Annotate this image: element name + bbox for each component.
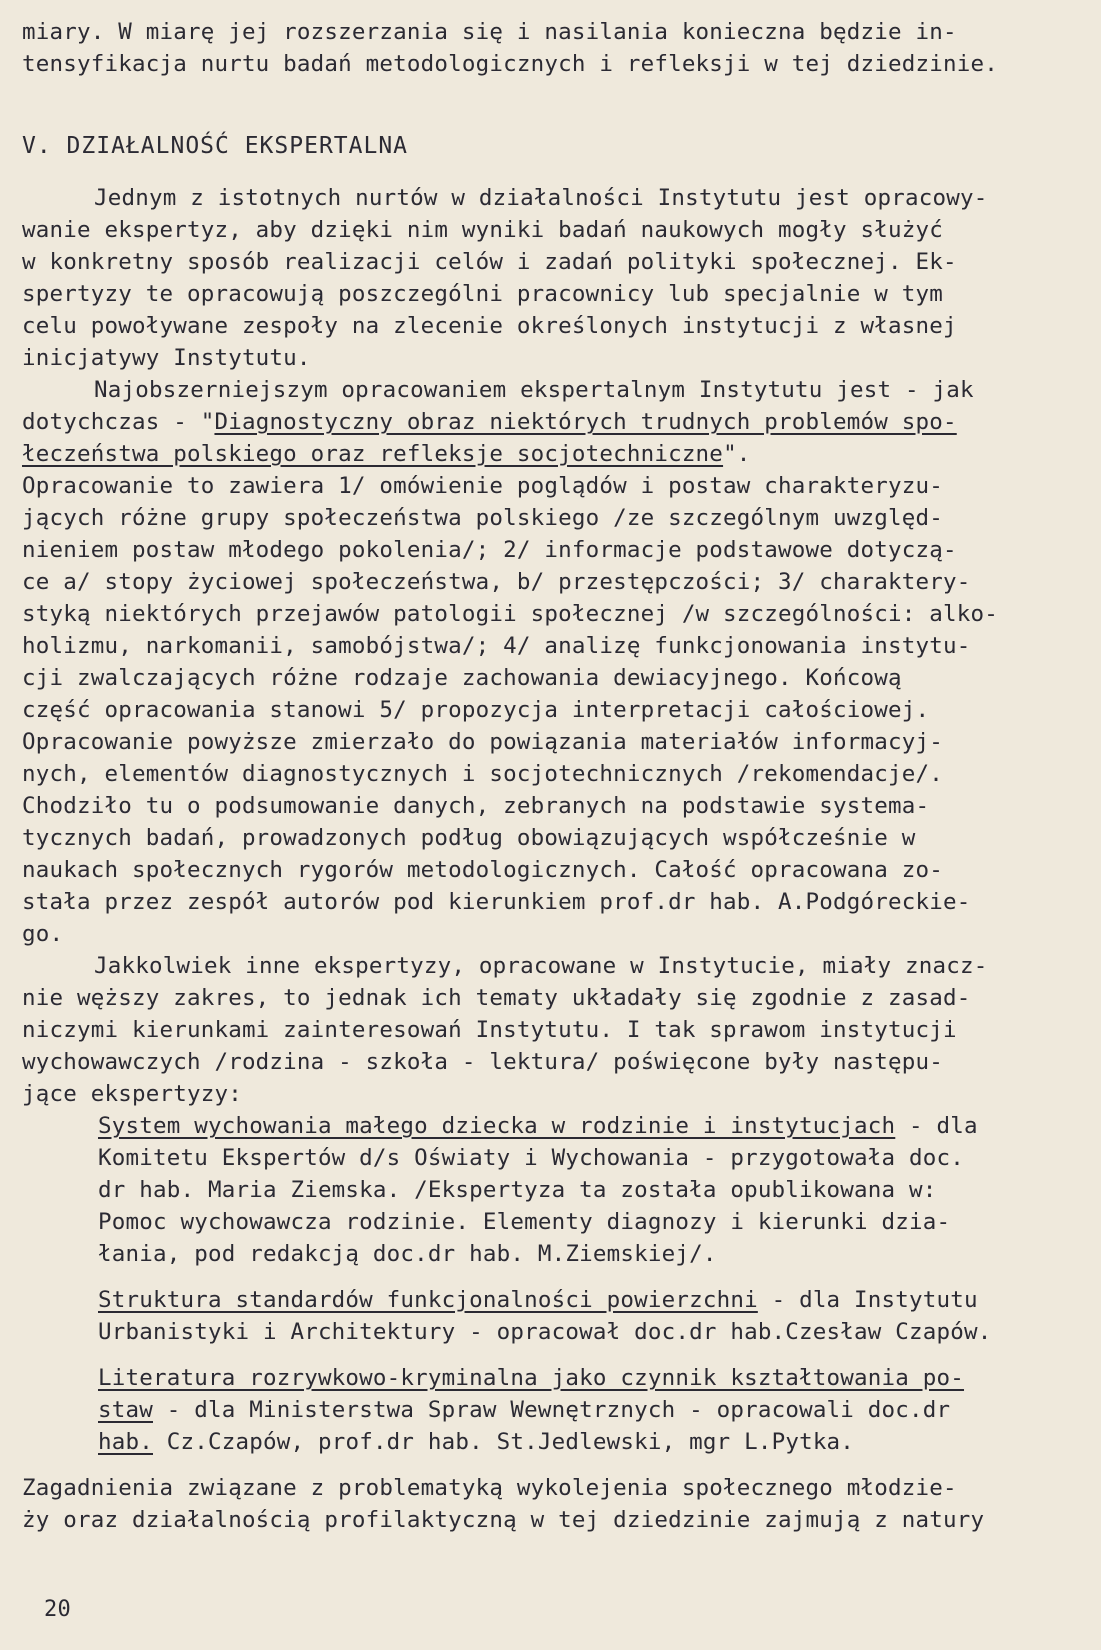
text-fragment: Cz.Czapów, prof.dr hab. St.Jedlewski, mgr L.Pytka. <box>153 1429 855 1455</box>
text-line: holizmu, narkomanii, samobójstwa/; 4/ analizę funkcjonowania instytu- <box>22 633 971 659</box>
text-line: cji zwalczających różne rodzaje zachowania dewiacyjnego. Końcową <box>22 665 902 691</box>
text-line: jące ekspertyzy: <box>22 1081 242 1107</box>
entry-title: staw <box>98 1397 153 1423</box>
text-line: Jakkolwiek inne ekspertyzy, opracowane w Instytucie, miały znacz- <box>94 953 988 979</box>
entry-title: hab. <box>98 1429 153 1455</box>
expertise-entry <box>22 1362 1055 1458</box>
closing-paragraph <box>22 1472 1055 1536</box>
text-line <box>22 406 1055 438</box>
text-line: inicjatywy Instytutu. <box>22 345 311 371</box>
text-line: ce a/ stopy życiowej społeczeństwa, b/ przestępczości; 3/ charaktery- <box>22 569 971 595</box>
text-fragment: - dla Ministerstwa Spraw Wewnętrznych - opracowali doc.dr <box>153 1397 951 1423</box>
text-line: stała przez zespół autorów pod kierunkiem prof.dr hab. A.Podgóreckie- <box>22 889 971 915</box>
text-line: Chodziło tu o podsumowanie danych, zebranych na podstawie systema- <box>22 793 930 819</box>
text-line: w konkretny sposób realizacji celów i zadań polityki społecznej. Ek- <box>22 249 957 275</box>
text-line: Urbanistyki i Architektury - opracował doc.dr hab.Czesław Czapów. <box>98 1319 992 1345</box>
text-line: dr hab. Maria Ziemska. /Ekspertyza ta została opublikowana w: <box>98 1177 937 1203</box>
underlined-title: łeczeństwa polskiego oraz refleksje socjotechniczne <box>22 441 724 467</box>
text-line: styką niektórych przejawów patologii społecznej /w szczególności: alko- <box>22 601 998 627</box>
text-line <box>22 1426 1055 1458</box>
expertise-entry <box>22 1110 1055 1270</box>
entry-title: Struktura standardów funkcjonalności powierzchni <box>98 1287 758 1313</box>
text-line: nie węższy zakres, to jednak ich tematy układały się zgodnie z zasad- <box>22 985 971 1011</box>
text-line: jących różne grupy społeczeństwa polskiego /ze szczególnym uwzględ- <box>22 505 943 531</box>
text-line: nych, elementów diagnostycznych i socjotechnicznych /rekomendacje/. <box>22 761 943 787</box>
text-line: tycznych badań, prowadzonych podług obowiązujących współcześnie w <box>22 825 916 851</box>
paragraph-3 <box>22 950 1055 1110</box>
paragraph-2 <box>22 374 1055 950</box>
text-line: wychowawczych /rodzina - szkoła - lektura/ poświęcone były następu- <box>22 1049 943 1075</box>
expertise-entry <box>22 1284 1055 1348</box>
section-heading: V. DZIAŁALNOŚĆ EKSPERTALNA <box>22 133 409 159</box>
text-line: wanie ekspertyz, aby dzięki nim wyniki badań naukowych mogły służyć <box>22 217 943 243</box>
text-line: Najobszerniejszym opracowaniem ekspertalnym Instytutu jest - jak <box>94 377 974 403</box>
text-line: miary. W miarę jej rozszerzania się i nasilania konieczna będzie in- <box>22 19 957 45</box>
text-line <box>22 1362 1055 1394</box>
entry-title: System wychowania małego dziecka w rodzinie i instytucjach <box>98 1113 896 1139</box>
text-line: celu powoływane zespoły na zlecenie określonych instytucji z własnej <box>22 313 957 339</box>
text-line: spertyzy te opracowują poszczególni pracownicy lub specjalnie w tym <box>22 281 943 307</box>
text-line: ży oraz działalnością profilaktyczną w tej dziedzinie zajmują z natury <box>22 1507 985 1533</box>
text-line: część opracowania stanowi 5/ propozycja interpretacji całościowej. <box>22 697 930 723</box>
intro-paragraph <box>22 16 1055 80</box>
text-line <box>22 1394 1055 1426</box>
text-fragment: ". <box>723 441 751 467</box>
text-line: nieniem postaw młodego pokolenia/; 2/ informacje podstawowe dotyczą- <box>22 537 957 563</box>
text-line: łania, pod redakcją doc.dr hab. M.Ziemskiej/. <box>98 1241 717 1267</box>
text-line <box>22 1110 1055 1142</box>
paragraph-1 <box>22 182 1055 374</box>
underlined-title: Diagnostyczny obraz niektórych trudnych problemów spo- <box>214 409 957 435</box>
text-line <box>22 438 1055 470</box>
text-line: naukach społecznych rygorów metodologicznych. Całość opracowana zo- <box>22 857 943 883</box>
text-line: niczymi kierunkami zainteresowań Instytutu. I tak sprawom instytucji <box>22 1017 957 1043</box>
text-line <box>22 1284 1055 1316</box>
text-line: Opracowanie powyższe zmierzało do powiązania materiałów informacyj- <box>22 729 943 755</box>
entry-title: Literatura rozrywkowo-kryminalna jako czynnik kształtowania po- <box>98 1365 965 1391</box>
text-fragment: dotychczas - " <box>22 409 215 435</box>
text-line: tensyfikacja nurtu badań metodologicznych i refleksji w tej dziedzinie. <box>22 51 998 77</box>
text-line: Pomoc wychowawcza rodzinie. Elementy diagnozy i kierunki dzia- <box>98 1209 951 1235</box>
text-fragment: - dla <box>895 1113 978 1139</box>
text-line: Zagadnienia związane z problematyką wykolejenia społecznego młodzie- <box>22 1475 957 1501</box>
text-line: go. <box>22 921 64 947</box>
text-line: Jednym z istotnych nurtów w działalności Instytutu jest opracowy- <box>94 185 988 211</box>
text-line: Opracowanie to zawiera 1/ omówienie poglądów i postaw charakteryzu- <box>22 473 943 499</box>
text-line: Komitetu Ekspertów d/s Oświaty i Wychowania - przygotowała doc. <box>98 1145 965 1171</box>
text-fragment: - dla Instytutu <box>757 1287 978 1313</box>
page-number: 20 <box>44 1597 71 1622</box>
